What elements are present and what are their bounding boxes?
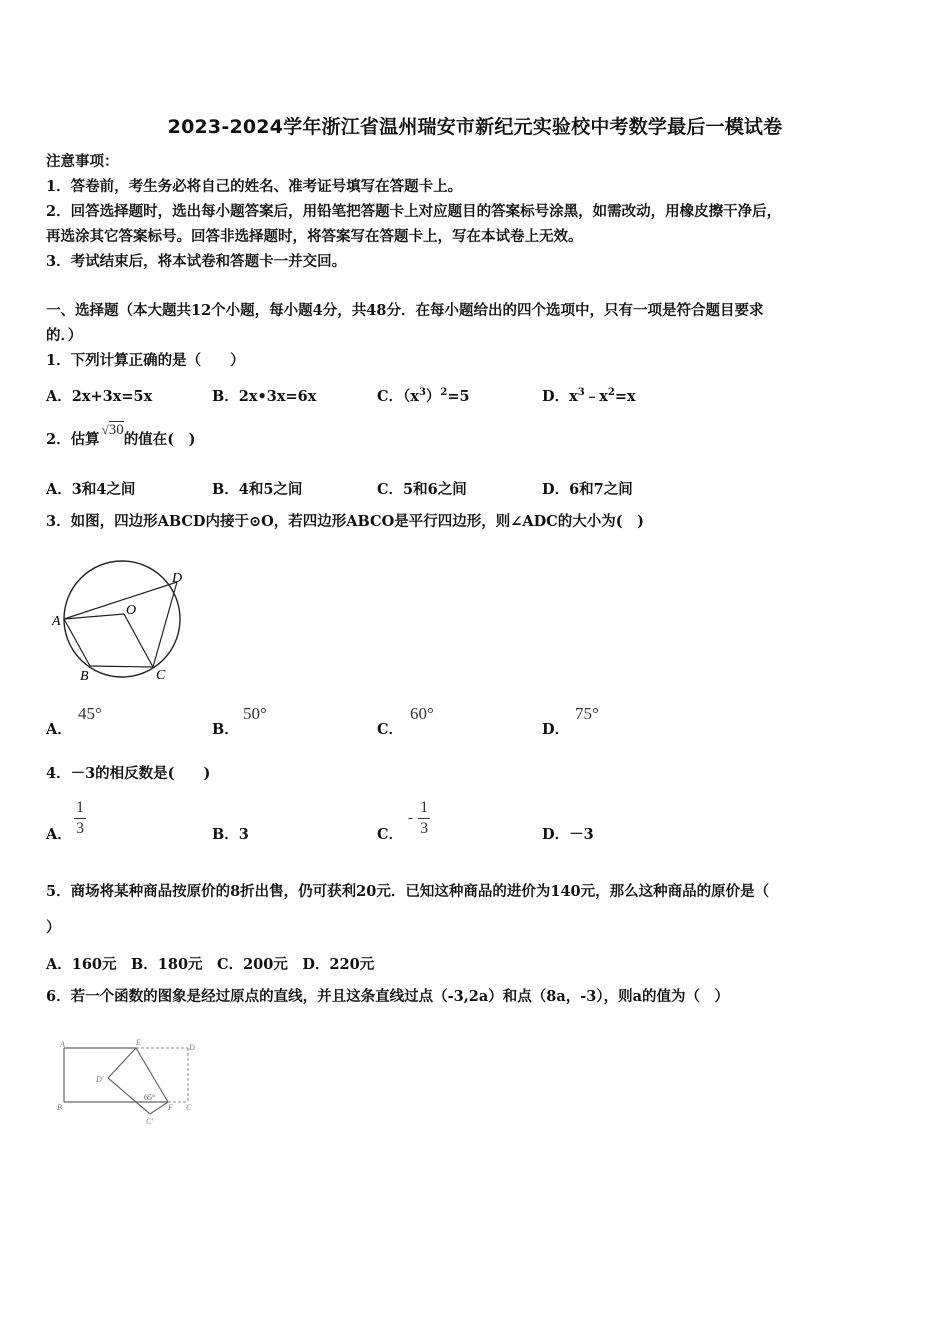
q1-stem: 1．下列计算正确的是（ ） xyxy=(46,352,245,369)
section-heading-line1: 一、选择题（本大题共12个小题，每小题4分，共48分．在每小题给出的四个选项中，只有一项是符合题目要求 xyxy=(46,302,764,319)
q2-stem: 2．估算√30的值在( ) xyxy=(46,422,196,448)
q3-option-d-value: 75° xyxy=(575,704,599,723)
q5-stem-line1: 5．商场将某种商品按原价的8折出售，仍可获利20元．已知这种商品的进价为140元，那么这种商品的原价是（ xyxy=(46,883,770,900)
q4-option-d: D．－3 xyxy=(542,826,594,843)
segment-oc xyxy=(124,614,153,667)
segment-bc xyxy=(90,666,153,667)
note-item-1: 1．答卷前，考生务必将自己的姓名、准考证号填写在答题卡上。 xyxy=(46,178,463,195)
page-title: 2023-2024学年浙江省温州瑞安市新纪元实验校中考数学最后一模试卷 xyxy=(167,116,783,138)
q3-circle-figure xyxy=(46,556,196,686)
label-a: A xyxy=(60,1040,65,1049)
q1-option-d: D．$x^3﹣x^2=x$ xyxy=(542,387,636,405)
label-b: B xyxy=(57,1103,62,1112)
q3-option-b-label: B． xyxy=(212,721,239,738)
notes-heading: 注意事项： xyxy=(46,153,119,170)
label-c: C xyxy=(156,668,166,683)
label-d-prime: D' xyxy=(96,1075,104,1084)
q3-option-a-label: A． xyxy=(46,721,72,738)
q2-option-d: D．6和7之间 xyxy=(542,481,633,498)
label-e: E xyxy=(136,1038,141,1047)
q3-stem: 3．如图，四边形ABCD内接于⊙O，若四边形ABCO是平行四边形，则∠ADC的大小为( ) xyxy=(46,513,644,530)
label-d: D xyxy=(172,571,183,586)
q5-options: A．160元 B．180元 C．200元 D．220元 xyxy=(46,956,375,973)
section-heading-line2: 的．） xyxy=(46,327,83,344)
circle-o xyxy=(64,561,183,677)
q2-option-c: C．5和6之间 xyxy=(377,481,467,498)
label-c: C xyxy=(186,1103,192,1112)
label-c-prime: C' xyxy=(146,1117,154,1126)
label-b: B xyxy=(80,669,89,684)
note-item-2-cont: 再选涂其它答案标号。回答非选择题时，将答案写在答题卡上，写在本试卷上无效。 xyxy=(46,228,583,245)
q4-option-b: B．3 xyxy=(212,826,249,843)
q1-option-a: A．2x+3x=5x xyxy=(46,388,153,405)
q3-option-d-label: D． xyxy=(542,721,570,738)
q6-stem: 6．若一个函数的图象是经过原点的直线，并且这条直线过点（-3,2a）和点（8a，-3），则a的值为（ ） xyxy=(46,988,729,1005)
q2-option-a: A．3和4之间 xyxy=(46,481,136,498)
label-f: F xyxy=(168,1103,173,1112)
q3-option-a-value: 45° xyxy=(78,704,102,723)
sqrt-30: √30 xyxy=(101,422,124,438)
q4-stem: 4．－3的相反数是( ) xyxy=(46,765,211,782)
label-d: D xyxy=(189,1043,195,1052)
segment-dc xyxy=(153,582,177,667)
q3-option-b-value: 50° xyxy=(243,704,267,723)
segment-ed2 xyxy=(108,1048,136,1078)
label-a: A xyxy=(52,614,61,629)
q4-option-c-label: C． xyxy=(377,826,404,843)
note-item-3: 3．考试结束后，将本试卷和答题卡一并交回。 xyxy=(46,253,347,270)
q4-option-c-fraction: - $\frac{1}{3}$ xyxy=(408,799,429,837)
note-item-2: 2．回答选择题时，选出每小题答案后，用铅笔把答题卡上对应题目的答案标号涂黑，如需改动，用橡皮擦干净后， xyxy=(46,203,782,220)
segment-ab xyxy=(64,619,90,666)
q1-option-c: C．$(x^3)^2=5$ xyxy=(377,387,470,405)
q6-rectangle-figure xyxy=(56,1036,206,1128)
q4-option-a-label: A． xyxy=(46,826,72,843)
segment-ad xyxy=(64,582,177,619)
q4-option-a-fraction: $\frac{1}{3}$ xyxy=(76,799,84,837)
q3-option-c-value: 60° xyxy=(410,704,434,723)
q1-option-b: B．2x•3x=6x xyxy=(212,388,317,405)
q2-option-b: B．4和5之间 xyxy=(212,481,303,498)
label-o: O xyxy=(126,603,137,618)
q3-option-c-label: C． xyxy=(377,721,404,738)
label-angle-65: 65° xyxy=(144,1093,156,1102)
q5-stem-line2: ） xyxy=(46,919,61,936)
segment-c2f xyxy=(150,1102,168,1114)
